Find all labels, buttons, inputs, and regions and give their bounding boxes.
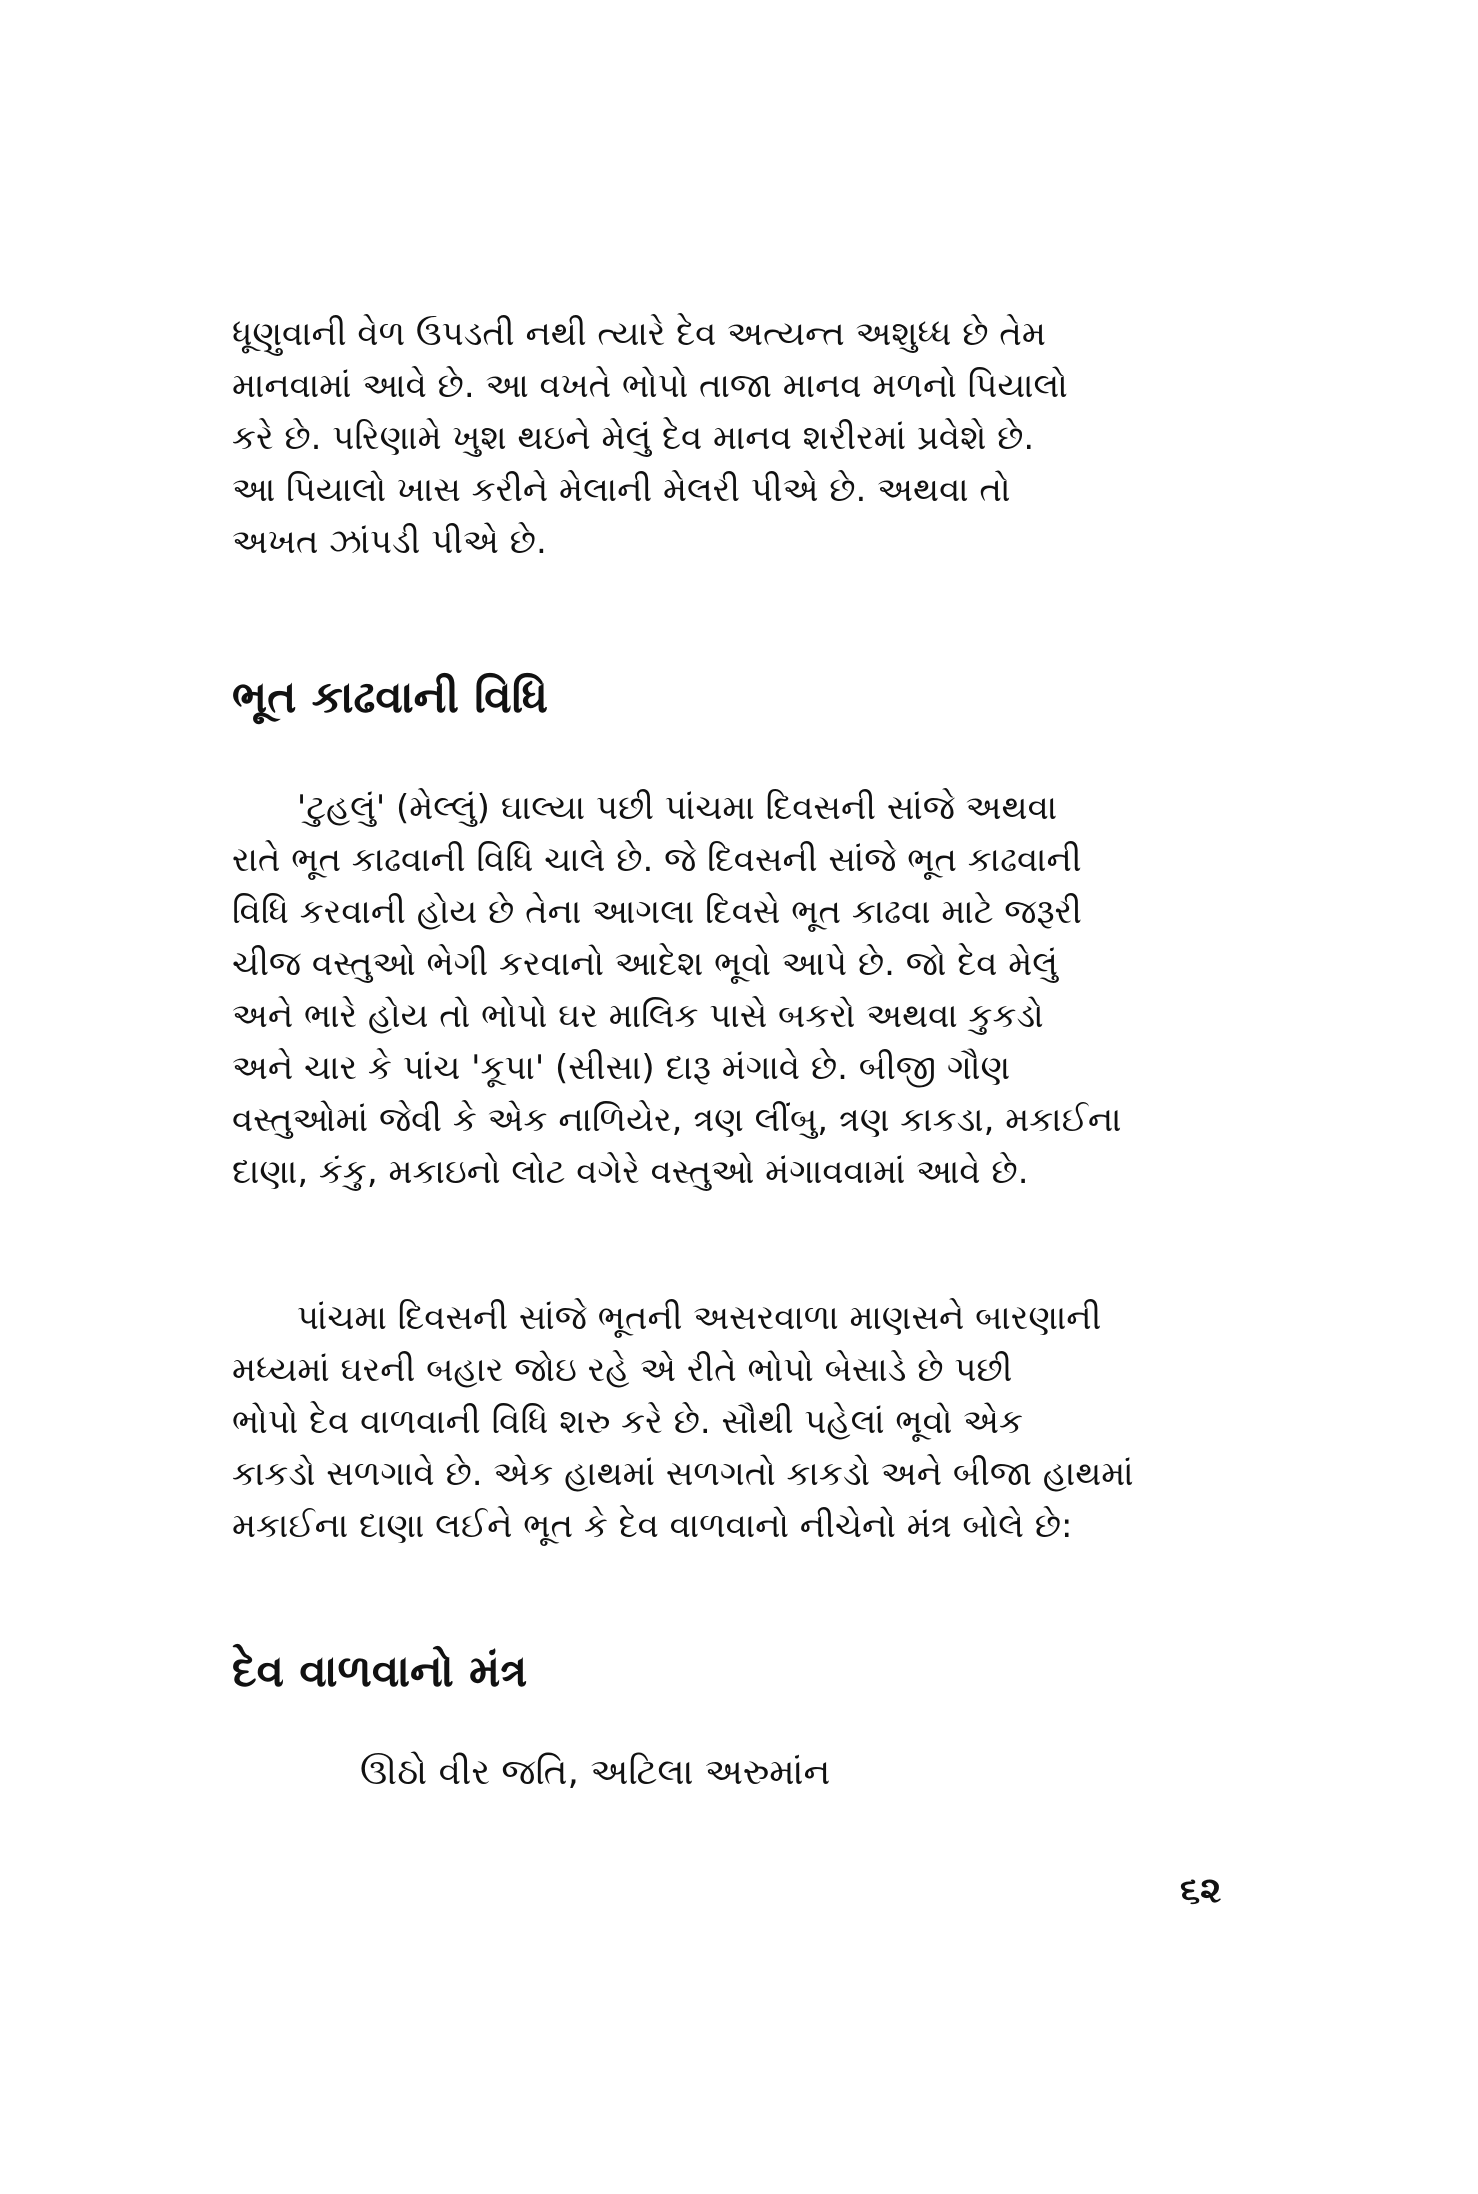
paragraph-3 [232, 1292, 1252, 1552]
paragraph-line: દાણા, કંકુ, મકાઇનો લોટ વગેરે વસ્તુઓ મંગાવવામાં આવે છે. [232, 1152, 1029, 1192]
paragraph-line: પાંચમા દિવસની સાંજે ભૂતની અસરવાળા માણસને બારણાની [232, 1298, 1102, 1338]
paragraph-1 [232, 308, 1252, 568]
paragraph-line: અને ચાર કે પાંચ 'કૂપા' (સીસા) દારૂ મંગાવે છે. બીજી ગૌણ [232, 1048, 1011, 1088]
section-heading-mantra: દેવ વાળવાનો મંત્ર [232, 1646, 528, 1697]
paragraph-line: ચીજ વસ્તુઓ ભેગી કરવાનો આદેશ ભૂવો આપે છે. જો દેવ મેલું [232, 944, 1058, 984]
paragraph-2 [232, 782, 1252, 1198]
paragraph-line: કરે છે. પરિણામે ખુશ થઇને મેલું દેવ માનવ શરીરમાં પ્રવેશે છે. [232, 418, 1035, 458]
paragraph-line: માનવામાં આવે છે. આ વખતે ભોપો તાજા માનવ મળનો પિયાલો [232, 366, 1068, 406]
paragraph-line: ધૂણુવાની વેળ ઉપડતી નથી ત્યારે દેવ અત્યન્ત અશુધ્ધ છે તેમ [232, 314, 1046, 354]
paragraph-line: મધ્યમાં ઘરની બહાર જોઇ રહે એ રીતે ભોપો બેસાડે છે પછી [232, 1350, 1013, 1390]
paragraph-line: રાતે ભૂત કાઢવાની વિધિ ચાલે છે. જે દિવસની સાંજે ભૂત કાઢવાની [232, 840, 1082, 880]
section-heading-ghost-removal: ભૂત કાઢવાની વિધિ [232, 672, 548, 723]
paragraph-line: વસ્તુઓમાં જેવી કે એક નાળિયેર, ત્રણ લીંબુ, ત્રણ કાકડા, મકાઈના [232, 1100, 1122, 1140]
paragraph-line: કાકડો સળગાવે છે. એક હાથમાં સળગતો કાકડો અને બીજા હાથમાં [232, 1454, 1134, 1494]
paragraph-line: મકાઈના દાણા લઈને ભૂત કે દેવ વાળવાનો નીચેનો મંત્ર બોલે છે: [232, 1506, 1073, 1546]
paragraph-line: અને ભારે હોય તો ભોપો ઘર માલિક પાસે બકરો અથવા કુકડો [232, 996, 1044, 1036]
page-number: ૬૨ [1180, 1870, 1222, 1911]
mantra-text: ઊઠો વીર જતિ, અટિલા અરુમાંન [360, 1752, 831, 1793]
paragraph-line: ભોપો દેવ વાળવાની વિધિ શરુ કરે છે. સૌથી પહેલાં ભૂવો એક [232, 1402, 1023, 1442]
paragraph-line: આ પિયાલો ખાસ કરીને મેલાની મેલરી પીએ છે. અથવા તો [232, 470, 1011, 510]
paragraph-line: વિધિ કરવાની હોય છે તેના આગલા દિવસે ભૂત કાઢવા માટે જરૂરી [232, 892, 1082, 932]
paragraph-line: 'ટુહલું' (મેલ્લું) ઘાલ્યા પછી પાંચમા દિવસની સાંજે અથવા [232, 788, 1058, 828]
paragraph-line: અખત ઝાંપડી પીએ છે. [232, 522, 547, 562]
